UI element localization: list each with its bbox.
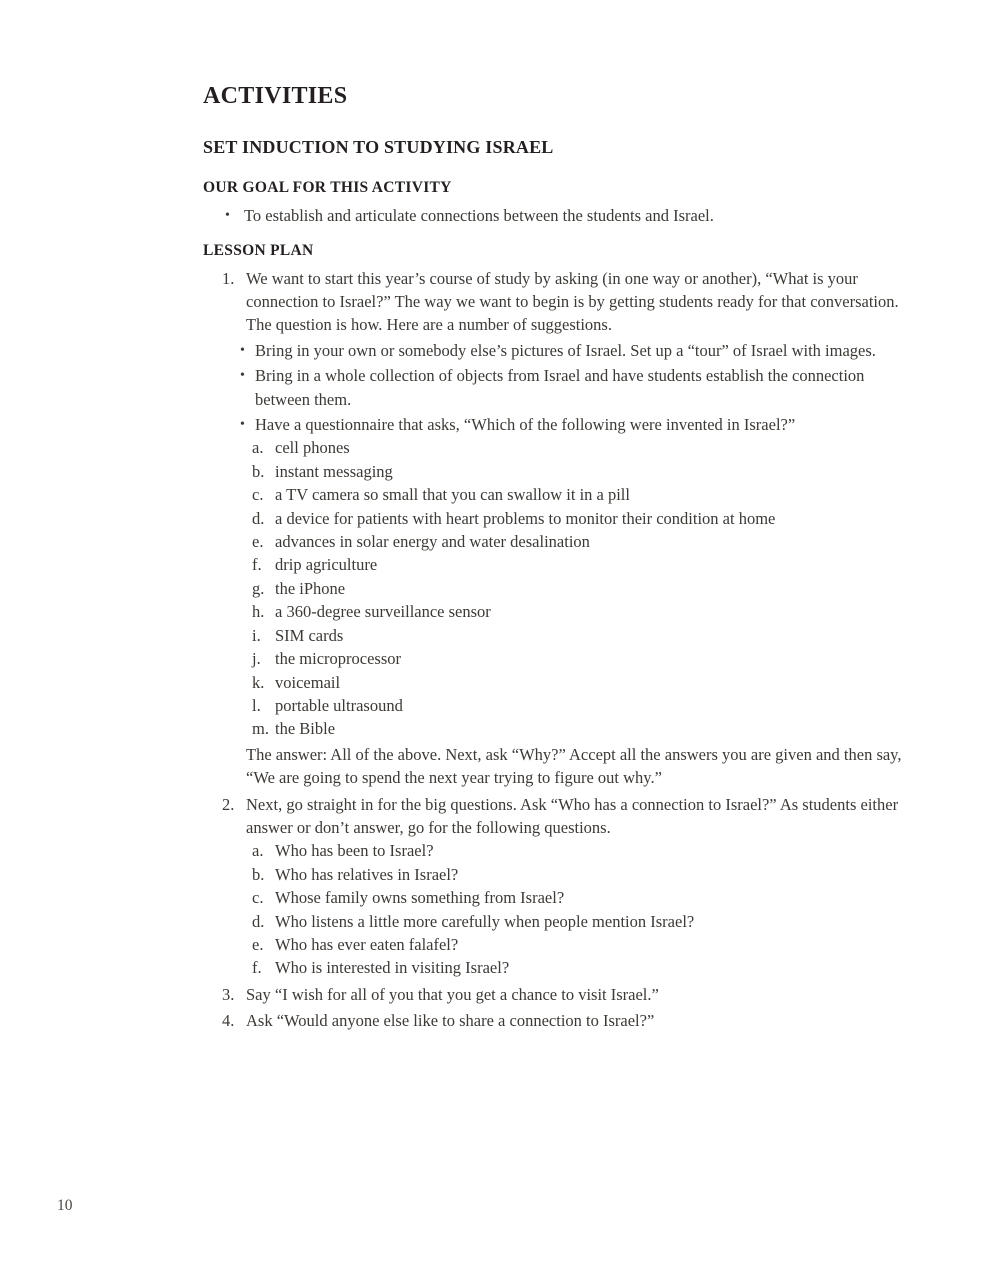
bullet-icon: • (240, 368, 245, 384)
question-item (203, 956, 907, 979)
step-text: Next, go straight in for the big questions. Ask “Who has a connection to Israel?” As students either answer or don’t answer, go for the following questions. (246, 794, 899, 837)
invented-list-item (203, 507, 907, 530)
lesson-step-1 (203, 267, 907, 337)
suggestion-bullet (203, 339, 907, 362)
item-marker: f. (252, 958, 262, 978)
item-marker: c. (252, 888, 264, 908)
item-marker: i. (252, 625, 261, 645)
item-text: drip agriculture (275, 555, 378, 575)
question-item (203, 910, 907, 933)
item-text: Who has relatives in Israel? (275, 864, 459, 884)
answer-note (203, 743, 907, 790)
invented-list-item (203, 483, 907, 506)
invented-list-item (203, 600, 907, 623)
item-text: instant messaging (275, 461, 393, 481)
page-number: 10 (57, 1197, 73, 1214)
item-text: Who listens a little more carefully when people mention Israel? (275, 911, 695, 931)
item-text: SIM cards (275, 625, 344, 645)
item-text: advances in solar energy and water desalination (275, 532, 590, 552)
item-text: a device for patients with heart problems to monitor their condition at home (275, 508, 776, 528)
item-marker: f. (252, 555, 262, 575)
item-marker: j. (252, 649, 261, 669)
bullet-icon: • (240, 342, 245, 358)
question-item (203, 839, 907, 862)
invented-list-item (203, 553, 907, 576)
goal-bullet-item (203, 204, 907, 227)
suggestion-bullet (203, 364, 907, 411)
item-marker: c. (252, 485, 264, 505)
bullet-text: Bring in a whole collection of objects from Israel and have students establish the connection between them. (255, 366, 865, 409)
item-marker: e. (252, 934, 264, 954)
invented-list-item (203, 577, 907, 600)
item-text: a 360-degree surveillance sensor (275, 602, 491, 622)
bullet-icon: • (240, 417, 245, 433)
invented-list-item (203, 671, 907, 694)
item-text: a TV camera so small that you can swallow it in a pill (275, 485, 630, 505)
step-number: 4. (222, 1011, 235, 1031)
step-text: We want to start this year’s course of study by asking (in one way or another), “What is your connection to Israel?” The way we want to begin is by getting students ready for that conversation. The question is how. Here are a number of suggestions. (246, 268, 899, 335)
bullet-icon: • (225, 208, 230, 224)
item-text: the iPhone (275, 578, 346, 598)
step-text: Ask “Would anyone else like to share a connection to Israel?” (246, 1011, 655, 1031)
lesson-step-3 (203, 983, 907, 1006)
section-heading: SET INDUCTION TO STUDYING ISRAEL (203, 137, 554, 158)
suggestion-bullet (203, 413, 907, 436)
item-marker: d. (252, 911, 265, 931)
item-text: Who has been to Israel? (275, 841, 434, 861)
invented-list-item (203, 717, 907, 740)
lesson-step-2 (203, 793, 907, 840)
item-text: portable ultrasound (275, 695, 403, 715)
item-marker: m. (252, 719, 269, 739)
item-text: cell phones (275, 438, 350, 458)
item-text: Who is interested in visiting Israel? (275, 958, 510, 978)
item-marker: b. (252, 864, 265, 884)
item-marker: g. (252, 578, 265, 598)
bullet-text: Bring in your own or somebody else’s pictures of Israel. Set up a “tour” of Israel with images. (255, 340, 876, 360)
step-number: 1. (222, 268, 235, 288)
item-marker: l. (252, 695, 261, 715)
question-item (203, 886, 907, 909)
item-text: the microprocessor (275, 649, 401, 669)
invented-list-item (203, 460, 907, 483)
lesson-step-4 (203, 1009, 907, 1032)
item-marker: h. (252, 602, 265, 622)
goal-bullet-text: To establish and articulate connections between the students and Israel. (244, 206, 714, 226)
lesson-plan-heading: LESSON PLAN (203, 241, 314, 259)
invented-list-item (203, 530, 907, 553)
item-marker: a. (252, 841, 264, 861)
item-text: Whose family owns something from Israel? (275, 888, 565, 908)
item-text: voicemail (275, 672, 341, 692)
question-item (203, 863, 907, 886)
step-text: Say “I wish for all of you that you get a chance to visit Israel.” (246, 984, 659, 1004)
item-marker: k. (252, 672, 265, 692)
goal-heading: OUR GOAL FOR THIS ACTIVITY (203, 179, 452, 197)
item-text: Who has ever eaten falafel? (275, 934, 459, 954)
invented-list-item (203, 647, 907, 670)
item-marker: e. (252, 532, 264, 552)
item-marker: d. (252, 508, 265, 528)
question-item (203, 933, 907, 956)
answer-note-text: The answer: All of the above. Next, ask “Why?” Accept all the answers you are given and then say, “We are going to spend the next year trying to figure out why.” (246, 744, 902, 788)
item-marker: a. (252, 438, 264, 458)
invented-list-item (203, 624, 907, 647)
item-text: the Bible (275, 719, 336, 739)
item-marker: b. (252, 461, 265, 481)
bullet-text: Have a questionnaire that asks, “Which of the following were invented in Israel?” (255, 415, 796, 435)
invented-list-item (203, 436, 907, 459)
page-title: ACTIVITIES (203, 83, 348, 109)
document-page (203, 84, 907, 1033)
step-number: 3. (222, 984, 235, 1004)
step-number: 2. (222, 794, 235, 814)
invented-list-item (203, 694, 907, 717)
